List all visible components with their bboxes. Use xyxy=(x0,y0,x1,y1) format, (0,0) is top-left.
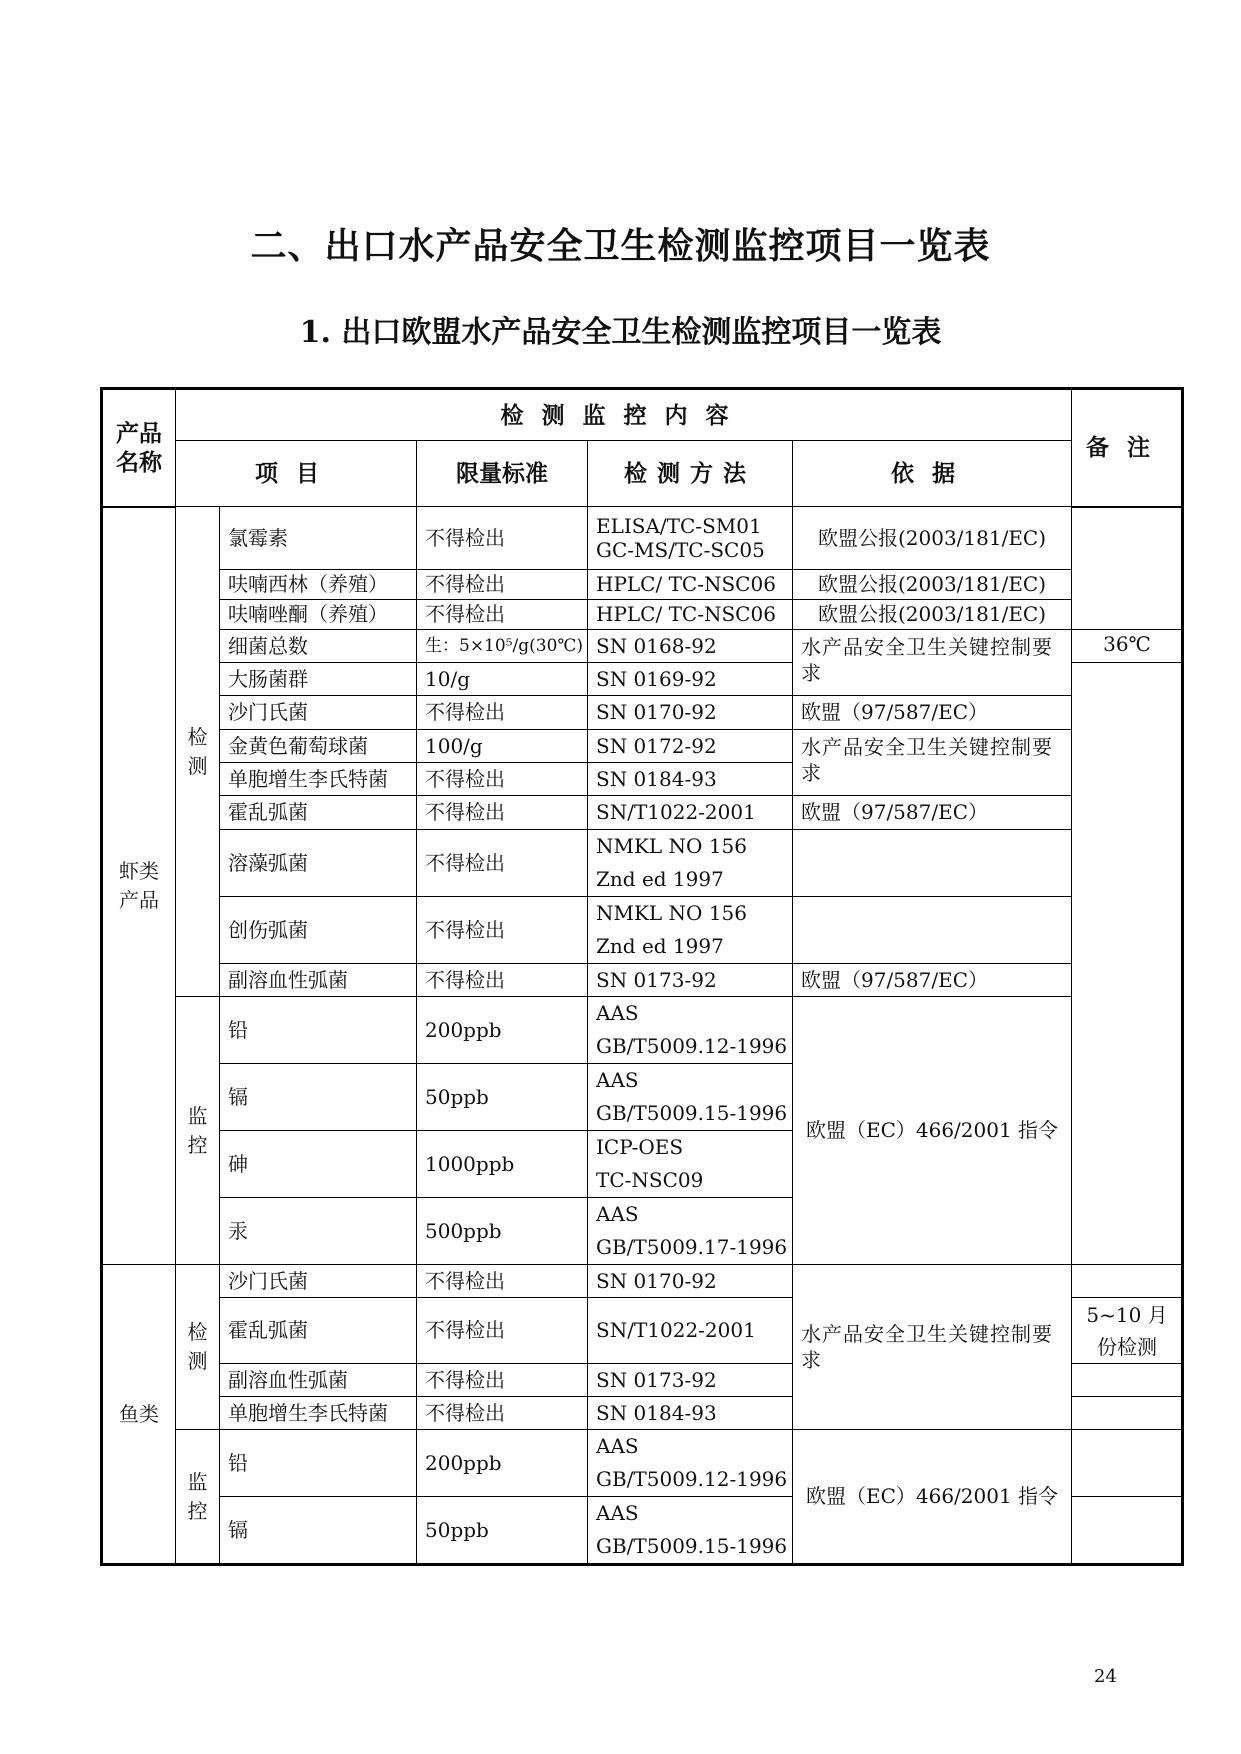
method-cell xyxy=(588,1131,793,1198)
limit-cell: 不得检出 xyxy=(417,1397,588,1430)
method-line: NMKL NO 156 xyxy=(596,834,747,858)
basis-cell: 欧盟（EC）466/2001 指令 xyxy=(793,997,1072,1265)
limit-cell: 生：5×10⁵/g(30℃) xyxy=(417,630,588,663)
method-line-2: GB/T5009.15-1996 xyxy=(596,1534,788,1558)
remark-cell xyxy=(1072,1397,1183,1430)
remark-cell xyxy=(1072,1430,1183,1497)
method-cell: SN 0168-92 xyxy=(588,630,793,663)
limit-cell: 不得检出 xyxy=(417,600,588,630)
item-cell: 创伤弧菌 xyxy=(220,897,417,964)
remark-cell xyxy=(1072,507,1183,630)
item-cell: 呋喃西林（养殖） xyxy=(220,570,417,600)
table-row xyxy=(102,830,1183,897)
shrimp-test-label: 检测 xyxy=(176,507,220,997)
limit-cell: 不得检出 xyxy=(417,897,588,964)
item-cell: 镉 xyxy=(220,1497,417,1565)
method-line-2: GB/T5009.15-1996 xyxy=(596,1101,788,1125)
remark-cell xyxy=(1072,1364,1183,1397)
method-cell: SN 0184-93 xyxy=(588,763,793,796)
item-cell: 呋喃唑酮（养殖） xyxy=(220,600,417,630)
remark-cell: 5~10 月份检测 xyxy=(1072,1298,1183,1364)
basis-cell: 欧盟公报(2003/181/EC) xyxy=(793,600,1072,630)
header-remarks: 备注 xyxy=(1072,389,1183,507)
product-shrimp: 虾类产品 xyxy=(102,507,176,1265)
table-row xyxy=(102,696,1183,730)
method-line-2: GC-MS/TC-SC05 xyxy=(596,538,765,562)
method-line-2: Znd ed 1997 xyxy=(596,934,724,958)
method-line: ICP-OES xyxy=(596,1135,684,1159)
item-cell: 细菌总数 xyxy=(220,630,417,663)
limit-cell: 50ppb xyxy=(417,1064,588,1131)
method-cell: SN 0184-93 xyxy=(588,1397,793,1430)
method-cell: SN 0170-92 xyxy=(588,1265,793,1298)
shrimp-monitor-label: 监控 xyxy=(176,997,220,1265)
header-row-2 xyxy=(102,441,1183,507)
table-row xyxy=(102,997,1183,1064)
limit-cell: 不得检出 xyxy=(417,1364,588,1397)
item-cell: 汞 xyxy=(220,1198,417,1265)
limit-cell: 200ppb xyxy=(417,1430,588,1497)
item-cell: 金黄色葡萄球菌 xyxy=(220,730,417,763)
limit-cell: 不得检出 xyxy=(417,1298,588,1364)
method-cell xyxy=(588,1198,793,1265)
fish-test-label: 检测 xyxy=(176,1265,220,1430)
item-cell: 镉 xyxy=(220,1064,417,1131)
limit-cell: 不得检出 xyxy=(417,507,588,570)
table-row xyxy=(102,600,1183,630)
limit-cell: 不得检出 xyxy=(417,696,588,730)
method-cell xyxy=(588,1497,793,1565)
item-cell: 大肠菌群 xyxy=(220,663,417,696)
method-line: AAS xyxy=(596,1068,639,1092)
limit-cell: 不得检出 xyxy=(417,796,588,830)
product-fish: 鱼类 xyxy=(102,1265,176,1565)
method-line: AAS xyxy=(596,1434,639,1458)
method-cell xyxy=(588,897,793,964)
method-line: AAS xyxy=(596,1202,639,1226)
method-cell: SN 0170-92 xyxy=(588,696,793,730)
page-subtitle: 1. 出口欧盟水产品安全卫生检测监控项目一览表 xyxy=(299,315,942,350)
limit-cell: 不得检出 xyxy=(417,964,588,997)
limit-cell: 1000ppb xyxy=(417,1131,588,1198)
basis-cell: 欧盟（97/587/EC） xyxy=(793,696,1072,730)
basis-cell: 欧盟公报(2003/181/EC) xyxy=(793,570,1072,600)
monitoring-table xyxy=(100,387,1184,1566)
method-line-2: TC-NSC09 xyxy=(596,1168,704,1192)
basis-cell: 欧盟公报(2003/181/EC) xyxy=(793,507,1072,570)
method-line: AAS xyxy=(596,1501,639,1525)
basis-cell xyxy=(793,830,1072,897)
basis-cell: 欧盟（97/587/EC） xyxy=(793,796,1072,830)
limit-cell: 200ppb xyxy=(417,997,588,1064)
basis-cell: 水产品安全卫生关键控制要求 xyxy=(793,630,1072,696)
method-cell: SN/T1022-2001 xyxy=(588,1298,793,1364)
header-content: 检测监控内容 xyxy=(176,389,1072,441)
item-cell: 砷 xyxy=(220,1131,417,1198)
method-line: NMKL NO 156 xyxy=(596,901,747,925)
header-limit: 限量标准 xyxy=(417,441,588,507)
table-row xyxy=(102,897,1183,964)
method-line-2: Znd ed 1997 xyxy=(596,867,724,891)
method-cell: SN/T1022-2001 xyxy=(588,796,793,830)
item-cell: 氯霉素 xyxy=(220,507,417,570)
header-item: 项目 xyxy=(176,441,417,507)
item-cell: 铅 xyxy=(220,997,417,1064)
method-cell: HPLC/ TC-NSC06 xyxy=(588,600,793,630)
item-cell: 溶藻弧菌 xyxy=(220,830,417,897)
table-row xyxy=(102,796,1183,830)
item-cell: 沙门氏菌 xyxy=(220,696,417,730)
method-line: AAS xyxy=(596,1001,639,1025)
method-cell xyxy=(588,1064,793,1131)
method-cell xyxy=(588,830,793,897)
method-cell: SN 0173-92 xyxy=(588,964,793,997)
item-cell: 单胞增生李氏特菌 xyxy=(220,1397,417,1430)
method-cell: SN 0172-92 xyxy=(588,730,793,763)
method-cell: SN 0169-92 xyxy=(588,663,793,696)
remark-cell xyxy=(1072,1265,1183,1298)
table-row xyxy=(102,507,1183,570)
method-cell: HPLC/ TC-NSC06 xyxy=(588,570,793,600)
method-line-2: GB/T5009.17-1996 xyxy=(596,1235,788,1259)
table-row xyxy=(102,964,1183,997)
fish-monitor-label: 监控 xyxy=(176,1430,220,1565)
header-product-name: 产品名称 xyxy=(102,389,176,507)
limit-cell: 不得检出 xyxy=(417,763,588,796)
basis-cell: 水产品安全卫生关键控制要求 xyxy=(793,730,1072,796)
limit-cell: 50ppb xyxy=(417,1497,588,1565)
limit-cell: 10/g xyxy=(417,663,588,696)
table-row xyxy=(102,1430,1183,1497)
header-method: 检测方法 xyxy=(588,441,793,507)
limit-cell: 不得检出 xyxy=(417,1265,588,1298)
limit-cell: 100/g xyxy=(417,730,588,763)
basis-cell xyxy=(793,897,1072,964)
basis-cell: 欧盟（97/587/EC） xyxy=(793,964,1072,997)
basis-cell: 水产品安全卫生关键控制要求 xyxy=(793,1265,1072,1430)
remark-cell xyxy=(1072,1497,1183,1565)
page-title: 二、出口水产品安全卫生检测监控项目一览表 xyxy=(250,225,991,267)
table-row xyxy=(102,630,1183,663)
item-cell: 副溶血性弧菌 xyxy=(220,964,417,997)
item-cell: 霍乱弧菌 xyxy=(220,796,417,830)
limit-cell: 不得检出 xyxy=(417,830,588,897)
remark-cell xyxy=(1072,663,1183,1265)
item-cell: 铅 xyxy=(220,1430,417,1497)
table-row xyxy=(102,570,1183,600)
table-row xyxy=(102,1265,1183,1298)
method-line: ELISA/TC-SM01 xyxy=(596,514,762,538)
table-row xyxy=(102,730,1183,763)
item-cell: 沙门氏菌 xyxy=(220,1265,417,1298)
limit-cell: 不得检出 xyxy=(417,570,588,600)
limit-cell: 500ppb xyxy=(417,1198,588,1265)
basis-cell: 欧盟（EC）466/2001 指令 xyxy=(793,1430,1072,1565)
item-cell: 霍乱弧菌 xyxy=(220,1298,417,1364)
header-row-1 xyxy=(102,389,1183,441)
item-cell: 副溶血性弧菌 xyxy=(220,1364,417,1397)
method-cell: SN 0173-92 xyxy=(588,1364,793,1397)
header-basis: 依据 xyxy=(793,441,1072,507)
method-line-2: GB/T5009.12-1996 xyxy=(596,1467,788,1491)
page-number: 24 xyxy=(1094,1666,1117,1687)
method-cell xyxy=(588,1430,793,1497)
remark-cell: 36℃ xyxy=(1072,630,1183,663)
item-cell: 单胞增生李氏特菌 xyxy=(220,763,417,796)
method-cell xyxy=(588,997,793,1064)
method-cell xyxy=(588,507,793,570)
method-line-2: GB/T5009.12-1996 xyxy=(596,1034,788,1058)
